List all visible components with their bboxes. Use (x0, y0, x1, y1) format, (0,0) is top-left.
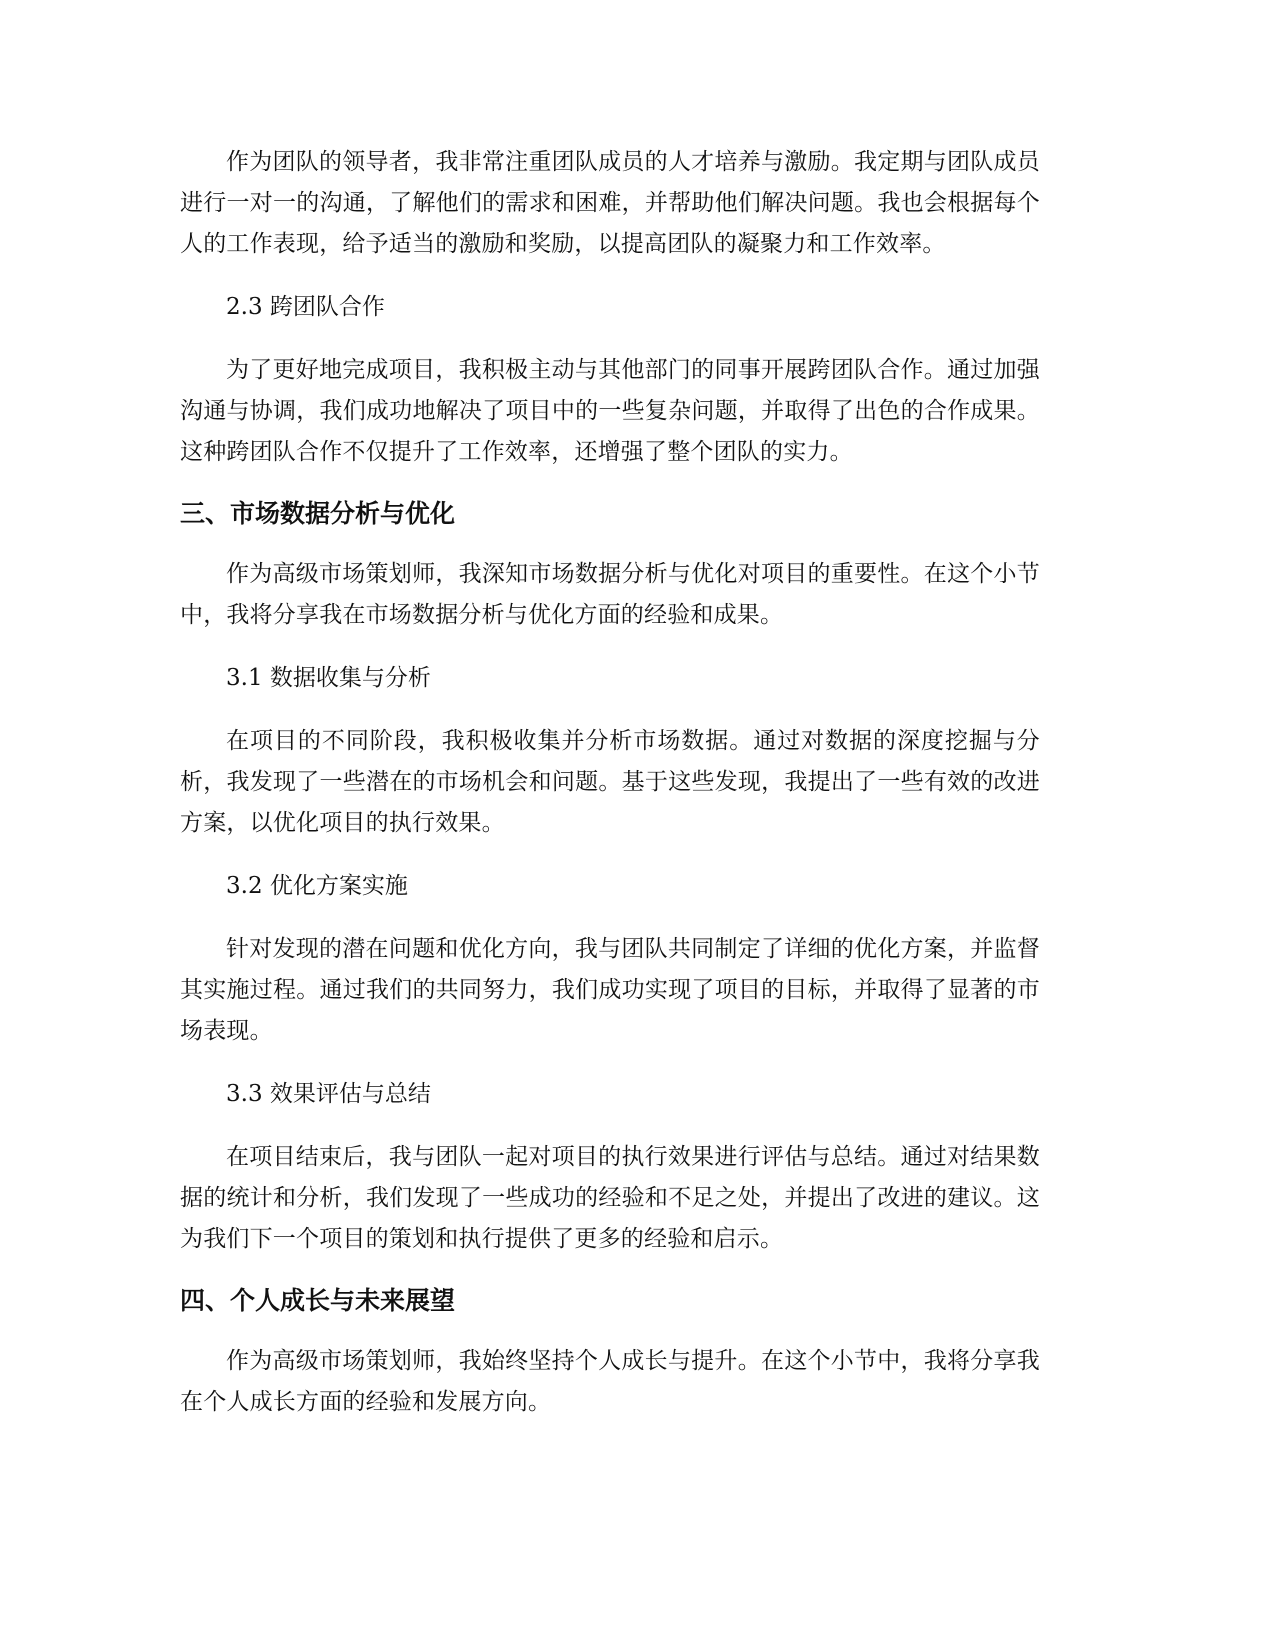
section-heading-4: 四、个人成长与未来展望 (180, 1286, 456, 1315)
section-heading-3: 三、市场数据分析与优化 (180, 499, 456, 528)
subheading-2-3: 2.3 跨团队合作 (226, 294, 385, 320)
paragraph-evaluation: 在项目结束后，我与团队一起对项目的执行效果进行评估与总结。通过对结果数据的统计和分析，我们发现了一些成功的经验和不足之处，并提出了改进的建议。这为我们下一个项目的策划和执行提供了更多的经验和启示。 (180, 1144, 1040, 1252)
paragraph-section-3-intro: 作为高级市场策划师，我深知市场数据分析与优化对项目的重要性。在这个小节中，我将分享我在市场数据分析与优化方面的经验和成果。 (180, 561, 1040, 628)
document-body (180, 142, 1040, 1423)
paragraph-cross-team: 为了更好地完成项目，我积极主动与其他部门的同事开展跨团队合作。通过加强沟通与协调，我们成功地解决了项目中的一些复杂问题，并取得了出色的合作成果。这种跨团队合作不仅提升了工作效率，还增强了整个团队的实力。 (180, 357, 1040, 465)
paragraph-team-motivation: 作为团队的领导者，我非常注重团队成员的人才培养与激励。我定期与团队成员进行一对一的沟通，了解他们的需求和困难，并帮助他们解决问题。我也会根据每个人的工作表现，给予适当的激励和奖励，以提高团队的凝聚力和工作效率。 (180, 149, 1040, 257)
subheading-3-2: 3.2 优化方案实施 (226, 873, 408, 899)
paragraph-section-4-intro: 作为高级市场策划师，我始终坚持个人成长与提升。在这个小节中，我将分享我在个人成长方面的经验和发展方向。 (180, 1348, 1040, 1415)
subheading-3-3: 3.3 效果评估与总结 (226, 1081, 431, 1107)
paragraph-optimization: 针对发现的潜在问题和优化方向，我与团队共同制定了详细的优化方案，并监督其实施过程。通过我们的共同努力，我们成功实现了项目的目标，并取得了显著的市场表现。 (180, 936, 1040, 1044)
subheading-3-1: 3.1 数据收集与分析 (226, 665, 431, 691)
paragraph-data-collection: 在项目的不同阶段，我积极收集并分析市场数据。通过对数据的深度挖掘与分析，我发现了一些潜在的市场机会和问题。基于这些发现，我提出了一些有效的改进方案，以优化项目的执行效果。 (180, 728, 1040, 836)
